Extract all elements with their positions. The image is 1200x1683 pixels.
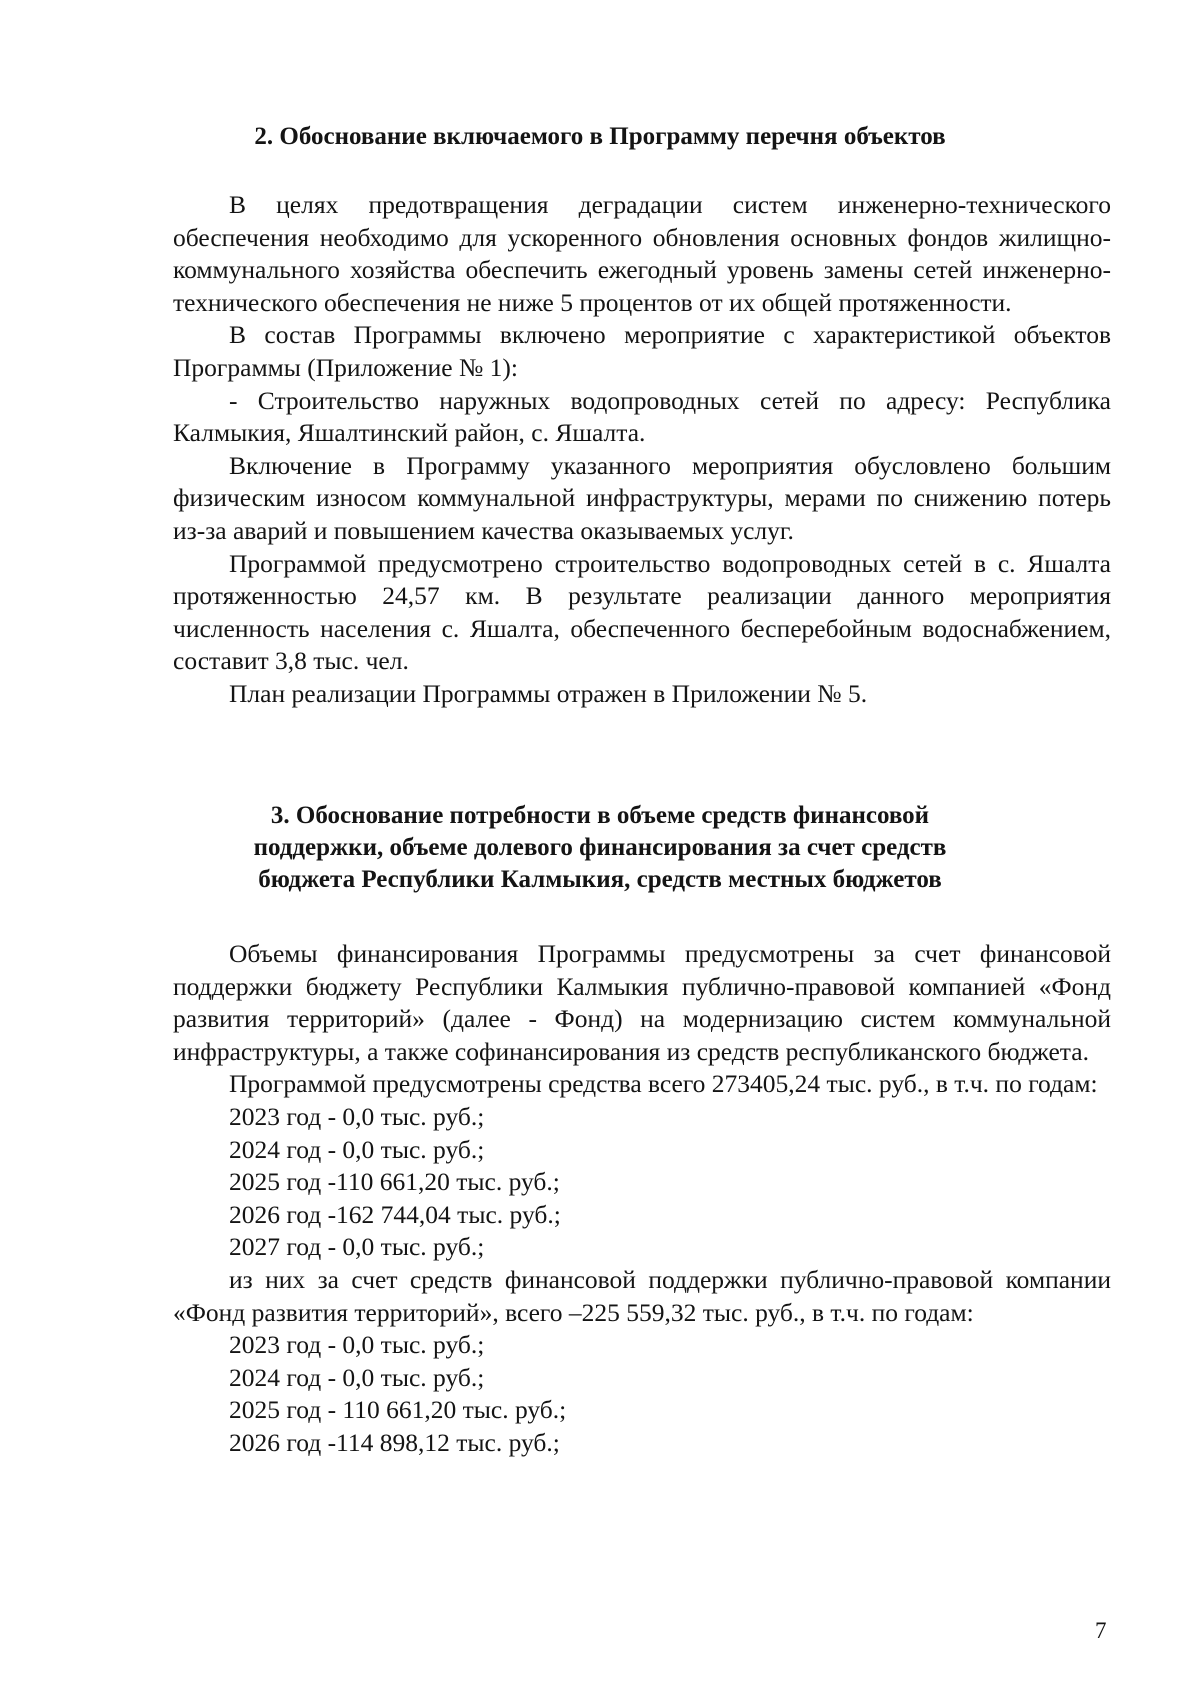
year-amount: 2024 год - 0,0 тыс. руб.; bbox=[229, 1362, 485, 1392]
paragraph: В целях предотвращения деградации систем инженерно-технического обеспечения необходимо для ускоренного обновления основных фондов жилищно-коммунального хозяйства обеспечить ежегодный уровень замены сетей инженерно-технического обеспечения не ниже 5 процентов от их общей протяженности. bbox=[173, 190, 1111, 317]
year-amount: 2023 год - 0,0 тыс. руб.; bbox=[229, 1101, 485, 1131]
section-2-heading: 2. Обоснование включаемого в Программу перечня объектов bbox=[254, 123, 946, 150]
year-amount: 2024 год - 0,0 тыс. руб.; bbox=[229, 1134, 485, 1164]
year-amount: 2025 год -110 661,20 тыс. руб.; bbox=[229, 1167, 560, 1197]
year-amount: 2026 год -114 898,12 тыс. руб.; bbox=[229, 1427, 560, 1457]
paragraph: Включение в Программу указанного мероприятия обусловлено большим физическим износом коммунальной инфраструктуры, мерами по снижению потерь из-за аварий и повышением качества оказываемых услуг. bbox=[173, 450, 1111, 545]
page-number: 7 bbox=[1095, 1618, 1107, 1643]
section-3-body bbox=[173, 938, 1111, 1460]
heading-line: 3. Обоснование потребности в объеме средств финансовой bbox=[270, 802, 930, 829]
year-amount: 2025 год - 110 661,20 тыс. руб.; bbox=[229, 1395, 567, 1425]
paragraph: Программой предусмотрено строительство водопроводных сетей в с. Яшалта протяженностью 24,57 км. В результате реализации данного мероприятия численность населения с. Яшалта, обеспеченного бесперебойным водоснабжением, составит 3,8 тыс. чел. bbox=[173, 548, 1111, 676]
section-3-heading bbox=[150, 800, 1050, 896]
paragraph: План реализации Программы отражен в Приложении № 5. bbox=[229, 678, 868, 708]
year-amount: 2023 год - 0,0 тыс. руб.; bbox=[229, 1330, 485, 1360]
paragraph: В состав Программы включено мероприятие с характеристикой объектов Программы (Приложение № 1): bbox=[173, 320, 1111, 382]
heading-line: бюджета Республики Калмыкия, средств местных бюджетов bbox=[258, 866, 942, 893]
paragraph: Программой предусмотрены средства всего 273405,24 тыс. руб., в т.ч. по годам: bbox=[229, 1069, 1098, 1099]
paragraph: из них за счет средств финансовой поддержки публично-правовой компании «Фонд развития территорий», всего –225 559,32 тыс. руб., в т.ч. по годам: bbox=[173, 1264, 1111, 1327]
paragraph-list-item: - Строительство наружных водопроводных сетей по адресу: Республика Калмыкия, Яшалтинский район, с. Яшалта. bbox=[173, 385, 1111, 448]
paragraph: Объемы финансирования Программы предусмотрены за счет финансовой поддержки бюджету Республики Калмыкия публично-правовой компанией «Фонд развития территорий» (далее - Фонд) на модернизацию систем коммунальной инфраструктуры, а также софинансирования из средств республиканского бюджета. bbox=[173, 939, 1111, 1066]
heading-line: поддержки, объеме долевого финансирования за счет средств bbox=[253, 834, 947, 861]
section-2-body bbox=[173, 189, 1111, 711]
year-amount: 2027 год - 0,0 тыс. руб.; bbox=[229, 1232, 485, 1262]
year-amount: 2026 год -162 744,04 тыс. руб.; bbox=[229, 1199, 561, 1229]
